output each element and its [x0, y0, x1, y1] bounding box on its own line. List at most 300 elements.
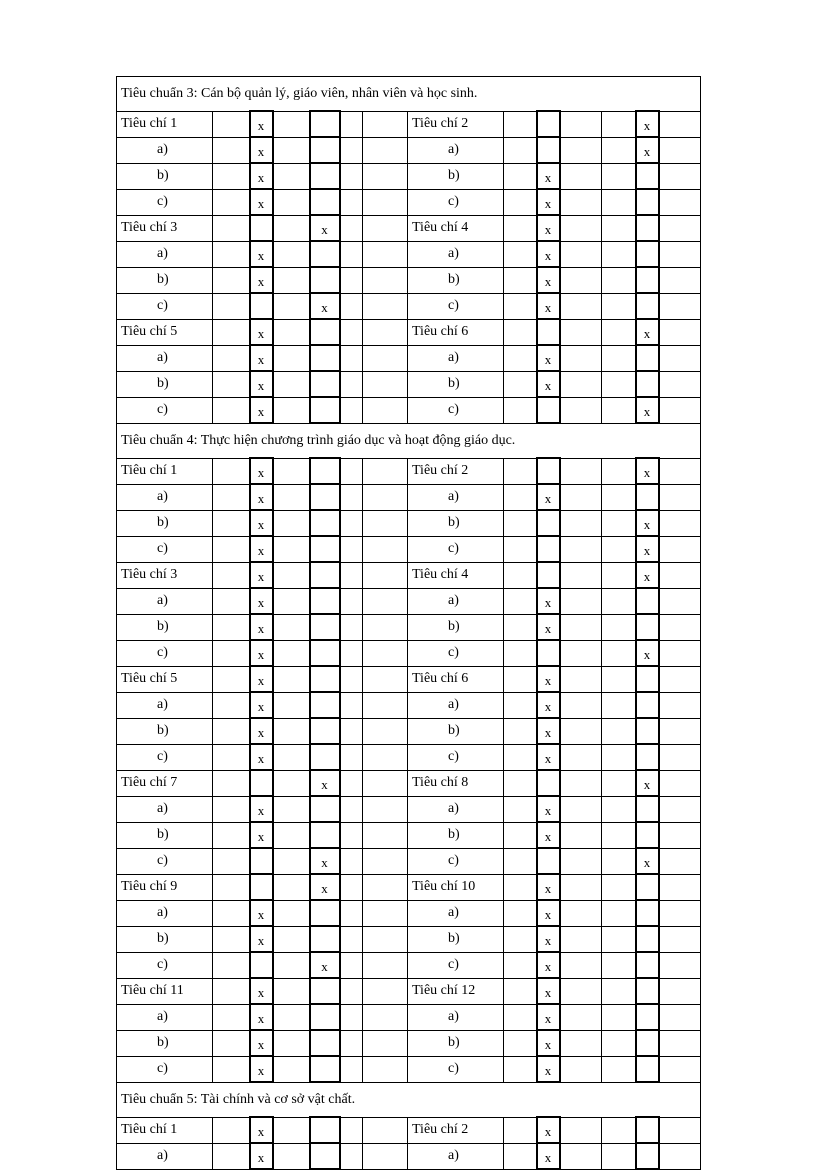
sub-criterion-label: c)	[408, 536, 504, 562]
rating-box	[537, 137, 560, 163]
rating-box	[636, 718, 659, 744]
empty-cell	[659, 952, 701, 978]
empty-cell	[504, 588, 537, 614]
criterion-row	[117, 562, 701, 588]
check-mark: x	[636, 536, 659, 562]
empty-cell	[363, 666, 408, 692]
empty-cell	[560, 692, 602, 718]
empty-cell	[213, 978, 250, 1004]
rating-box	[310, 510, 340, 536]
rating-box	[636, 241, 659, 267]
check-mark: x	[310, 848, 340, 874]
criterion-row	[117, 293, 701, 319]
empty-cell	[602, 718, 636, 744]
empty-cell	[560, 900, 602, 926]
standard-heading: Tiêu chuẩn 3: Cán bộ quản lý, giáo viên, nhân viên và học sinh.	[117, 77, 701, 112]
check-mark: x	[636, 458, 659, 484]
empty-cell	[273, 822, 310, 848]
empty-cell	[363, 1030, 408, 1056]
empty-cell	[659, 458, 701, 484]
rating-box	[537, 770, 560, 796]
criterion-row	[117, 692, 701, 718]
rating-box	[310, 666, 340, 692]
rating-box	[310, 1030, 340, 1056]
empty-cell	[504, 137, 537, 163]
empty-cell	[273, 952, 310, 978]
criterion-row	[117, 137, 701, 163]
sub-criterion-label: b)	[117, 267, 213, 293]
empty-cell	[273, 111, 310, 137]
empty-cell	[340, 770, 363, 796]
sub-criterion-label: c)	[117, 536, 213, 562]
check-mark: x	[537, 215, 560, 241]
empty-cell	[340, 111, 363, 137]
empty-cell	[213, 1030, 250, 1056]
sub-criterion-label: c)	[117, 189, 213, 215]
check-mark: x	[537, 822, 560, 848]
check-mark: x	[636, 640, 659, 666]
empty-cell	[602, 345, 636, 371]
sub-criterion-label: a)	[408, 900, 504, 926]
empty-cell	[504, 189, 537, 215]
rating-box	[636, 163, 659, 189]
sub-criterion-label: b)	[408, 718, 504, 744]
rating-box	[250, 293, 273, 319]
empty-cell	[273, 874, 310, 900]
empty-cell	[659, 614, 701, 640]
criterion-row	[117, 319, 701, 345]
empty-cell	[560, 744, 602, 770]
empty-cell	[273, 536, 310, 562]
rating-box	[310, 111, 340, 137]
empty-cell	[602, 770, 636, 796]
empty-cell	[213, 241, 250, 267]
empty-cell	[340, 458, 363, 484]
sub-criterion-label: c)	[117, 848, 213, 874]
empty-cell	[504, 345, 537, 371]
empty-cell	[602, 1030, 636, 1056]
criterion-label: Tiêu chí 2	[408, 111, 504, 137]
empty-cell	[213, 770, 250, 796]
rating-box	[537, 510, 560, 536]
rating-box	[636, 614, 659, 640]
check-mark: x	[250, 692, 273, 718]
empty-cell	[560, 510, 602, 536]
empty-cell	[602, 1004, 636, 1030]
sub-criterion-label: a)	[408, 484, 504, 510]
empty-cell	[340, 241, 363, 267]
empty-cell	[363, 588, 408, 614]
sub-criterion-label: c)	[408, 640, 504, 666]
empty-cell	[560, 666, 602, 692]
rating-box	[310, 458, 340, 484]
empty-cell	[273, 1004, 310, 1030]
check-mark: x	[537, 614, 560, 640]
empty-cell	[213, 1004, 250, 1030]
empty-cell	[560, 588, 602, 614]
empty-cell	[504, 484, 537, 510]
empty-cell	[602, 293, 636, 319]
empty-cell	[213, 137, 250, 163]
empty-cell	[340, 640, 363, 666]
empty-cell	[504, 822, 537, 848]
empty-cell	[363, 293, 408, 319]
empty-cell	[363, 978, 408, 1004]
empty-cell	[363, 189, 408, 215]
rating-box	[310, 640, 340, 666]
empty-cell	[560, 1030, 602, 1056]
empty-cell	[602, 900, 636, 926]
empty-cell	[273, 215, 310, 241]
empty-cell	[659, 770, 701, 796]
empty-cell	[340, 822, 363, 848]
rating-box	[250, 874, 273, 900]
criterion-row	[117, 1004, 701, 1030]
rating-box	[310, 822, 340, 848]
empty-cell	[560, 848, 602, 874]
empty-cell	[560, 614, 602, 640]
criterion-row	[117, 189, 701, 215]
criterion-row	[117, 978, 701, 1004]
sub-criterion-label: a)	[117, 1004, 213, 1030]
empty-cell	[560, 111, 602, 137]
empty-cell	[213, 536, 250, 562]
empty-cell	[363, 640, 408, 666]
criterion-row	[117, 163, 701, 189]
empty-cell	[560, 293, 602, 319]
empty-cell	[213, 614, 250, 640]
empty-cell	[273, 562, 310, 588]
check-mark: x	[250, 241, 273, 267]
empty-cell	[340, 137, 363, 163]
sub-criterion-label: a)	[408, 345, 504, 371]
check-mark: x	[250, 1004, 273, 1030]
empty-cell	[504, 640, 537, 666]
empty-cell	[363, 1117, 408, 1143]
empty-cell	[273, 371, 310, 397]
empty-cell	[504, 293, 537, 319]
check-mark: x	[636, 397, 659, 423]
empty-cell	[363, 822, 408, 848]
empty-cell	[213, 163, 250, 189]
empty-cell	[602, 562, 636, 588]
empty-cell	[602, 484, 636, 510]
sub-criterion-label: b)	[408, 163, 504, 189]
criterion-label: Tiêu chí 2	[408, 458, 504, 484]
rating-box	[310, 744, 340, 770]
rating-box	[636, 666, 659, 692]
empty-cell	[213, 744, 250, 770]
rating-box	[310, 900, 340, 926]
empty-cell	[363, 1004, 408, 1030]
criterion-row	[117, 215, 701, 241]
check-mark: x	[250, 536, 273, 562]
empty-cell	[659, 562, 701, 588]
rating-box	[537, 536, 560, 562]
empty-cell	[504, 397, 537, 423]
empty-cell	[213, 562, 250, 588]
empty-cell	[560, 536, 602, 562]
criterion-label: Tiêu chí 4	[408, 562, 504, 588]
empty-cell	[363, 952, 408, 978]
empty-cell	[213, 640, 250, 666]
empty-cell	[273, 718, 310, 744]
rating-box	[537, 562, 560, 588]
rating-box	[250, 215, 273, 241]
check-mark: x	[250, 588, 273, 614]
sub-criterion-label: c)	[117, 952, 213, 978]
sub-criterion-label: b)	[408, 614, 504, 640]
check-mark: x	[250, 822, 273, 848]
check-mark: x	[250, 1056, 273, 1082]
empty-cell	[213, 1143, 250, 1169]
empty-cell	[363, 718, 408, 744]
empty-cell	[273, 848, 310, 874]
empty-cell	[602, 874, 636, 900]
sub-criterion-label: c)	[408, 397, 504, 423]
empty-cell	[340, 796, 363, 822]
empty-cell	[363, 562, 408, 588]
sub-criterion-label: b)	[408, 510, 504, 536]
empty-cell	[602, 319, 636, 345]
rating-box	[537, 458, 560, 484]
rating-box	[636, 822, 659, 848]
criterion-row	[117, 536, 701, 562]
criterion-row	[117, 484, 701, 510]
empty-cell	[340, 536, 363, 562]
empty-cell	[560, 241, 602, 267]
check-mark: x	[250, 978, 273, 1004]
check-mark: x	[250, 397, 273, 423]
rating-box	[310, 484, 340, 510]
empty-cell	[659, 137, 701, 163]
empty-cell	[659, 510, 701, 536]
check-mark: x	[250, 1030, 273, 1056]
empty-cell	[273, 926, 310, 952]
empty-cell	[363, 770, 408, 796]
empty-cell	[504, 111, 537, 137]
empty-cell	[602, 163, 636, 189]
empty-cell	[504, 371, 537, 397]
sub-criterion-label: c)	[117, 293, 213, 319]
empty-cell	[602, 1143, 636, 1169]
empty-cell	[273, 510, 310, 536]
check-mark: x	[310, 215, 340, 241]
empty-cell	[213, 874, 250, 900]
empty-cell	[213, 1117, 250, 1143]
empty-cell	[659, 215, 701, 241]
check-mark: x	[537, 1056, 560, 1082]
rating-box	[636, 345, 659, 371]
empty-cell	[659, 397, 701, 423]
empty-cell	[659, 241, 701, 267]
check-mark: x	[250, 796, 273, 822]
empty-cell	[659, 588, 701, 614]
empty-cell	[560, 796, 602, 822]
check-mark: x	[636, 848, 659, 874]
empty-cell	[213, 926, 250, 952]
sub-criterion-label: a)	[117, 345, 213, 371]
check-mark: x	[537, 744, 560, 770]
rating-box	[310, 1056, 340, 1082]
check-mark: x	[310, 952, 340, 978]
criterion-label: Tiêu chí 2	[408, 1117, 504, 1143]
empty-cell	[273, 293, 310, 319]
rating-box	[310, 614, 340, 640]
empty-cell	[659, 111, 701, 137]
criterion-label: Tiêu chí 3	[117, 215, 213, 241]
sub-criterion-label: a)	[117, 900, 213, 926]
criterion-row	[117, 345, 701, 371]
check-mark: x	[250, 458, 273, 484]
empty-cell	[363, 319, 408, 345]
empty-cell	[504, 215, 537, 241]
empty-cell	[340, 588, 363, 614]
empty-cell	[659, 848, 701, 874]
empty-cell	[602, 267, 636, 293]
check-mark: x	[537, 900, 560, 926]
empty-cell	[602, 588, 636, 614]
criterion-row	[117, 796, 701, 822]
criterion-label: Tiêu chí 1	[117, 111, 213, 137]
sub-criterion-label: c)	[117, 640, 213, 666]
empty-cell	[363, 241, 408, 267]
empty-cell	[560, 397, 602, 423]
sub-criterion-label: a)	[408, 796, 504, 822]
empty-cell	[273, 796, 310, 822]
check-mark: x	[537, 926, 560, 952]
empty-cell	[504, 718, 537, 744]
empty-cell	[213, 319, 250, 345]
rating-box	[636, 796, 659, 822]
rating-box	[310, 1117, 340, 1143]
empty-cell	[213, 588, 250, 614]
empty-cell	[363, 484, 408, 510]
criterion-row	[117, 1117, 701, 1143]
check-mark: x	[537, 484, 560, 510]
empty-cell	[273, 1143, 310, 1169]
rating-box	[310, 397, 340, 423]
criterion-row	[117, 874, 701, 900]
empty-cell	[504, 978, 537, 1004]
criterion-row	[117, 111, 701, 137]
empty-cell	[560, 189, 602, 215]
sub-criterion-label: a)	[117, 796, 213, 822]
criterion-row	[117, 614, 701, 640]
criterion-row	[117, 640, 701, 666]
empty-cell	[273, 978, 310, 1004]
empty-cell	[560, 371, 602, 397]
empty-cell	[504, 796, 537, 822]
empty-cell	[659, 822, 701, 848]
table-body	[117, 77, 701, 1170]
empty-cell	[659, 267, 701, 293]
empty-cell	[340, 1004, 363, 1030]
empty-cell	[340, 744, 363, 770]
empty-cell	[213, 484, 250, 510]
check-mark: x	[250, 562, 273, 588]
rating-box	[250, 952, 273, 978]
empty-cell	[363, 345, 408, 371]
empty-cell	[504, 562, 537, 588]
check-mark: x	[537, 371, 560, 397]
sub-criterion-label: a)	[408, 1004, 504, 1030]
empty-cell	[659, 640, 701, 666]
rating-box	[310, 536, 340, 562]
empty-cell	[504, 848, 537, 874]
empty-cell	[340, 1030, 363, 1056]
sub-criterion-label: b)	[117, 510, 213, 536]
check-mark: x	[250, 640, 273, 666]
check-mark: x	[250, 345, 273, 371]
rating-box	[537, 848, 560, 874]
empty-cell	[659, 1004, 701, 1030]
empty-cell	[273, 1030, 310, 1056]
empty-cell	[602, 640, 636, 666]
empty-cell	[504, 1004, 537, 1030]
empty-cell	[602, 744, 636, 770]
empty-cell	[213, 692, 250, 718]
empty-cell	[363, 1056, 408, 1082]
empty-cell	[504, 319, 537, 345]
empty-cell	[363, 371, 408, 397]
sub-criterion-label: a)	[117, 1143, 213, 1169]
sub-criterion-label: a)	[117, 241, 213, 267]
check-mark: x	[250, 926, 273, 952]
empty-cell	[273, 397, 310, 423]
rating-box	[636, 1056, 659, 1082]
check-mark: x	[250, 189, 273, 215]
empty-cell	[504, 1030, 537, 1056]
rating-box	[636, 900, 659, 926]
empty-cell	[213, 666, 250, 692]
empty-cell	[602, 371, 636, 397]
sub-criterion-label: a)	[408, 588, 504, 614]
check-mark: x	[250, 744, 273, 770]
empty-cell	[560, 640, 602, 666]
empty-cell	[273, 1056, 310, 1082]
empty-cell	[659, 371, 701, 397]
check-mark: x	[636, 562, 659, 588]
empty-cell	[659, 319, 701, 345]
empty-cell	[602, 510, 636, 536]
rating-box	[636, 952, 659, 978]
empty-cell	[340, 900, 363, 926]
check-mark: x	[250, 267, 273, 293]
rating-box	[310, 319, 340, 345]
empty-cell	[602, 215, 636, 241]
empty-cell	[659, 484, 701, 510]
sub-criterion-label: a)	[408, 1143, 504, 1169]
empty-cell	[659, 926, 701, 952]
empty-cell	[560, 163, 602, 189]
empty-cell	[213, 215, 250, 241]
check-mark: x	[250, 111, 273, 137]
sub-criterion-label: c)	[408, 952, 504, 978]
empty-cell	[504, 1143, 537, 1169]
rating-box	[636, 293, 659, 319]
sub-criterion-label: a)	[117, 588, 213, 614]
sub-criterion-label: a)	[117, 692, 213, 718]
check-mark: x	[537, 1030, 560, 1056]
sub-criterion-label: a)	[408, 692, 504, 718]
empty-cell	[504, 510, 537, 536]
check-mark: x	[537, 293, 560, 319]
empty-cell	[602, 822, 636, 848]
rating-box	[636, 926, 659, 952]
criterion-row	[117, 926, 701, 952]
empty-cell	[340, 562, 363, 588]
